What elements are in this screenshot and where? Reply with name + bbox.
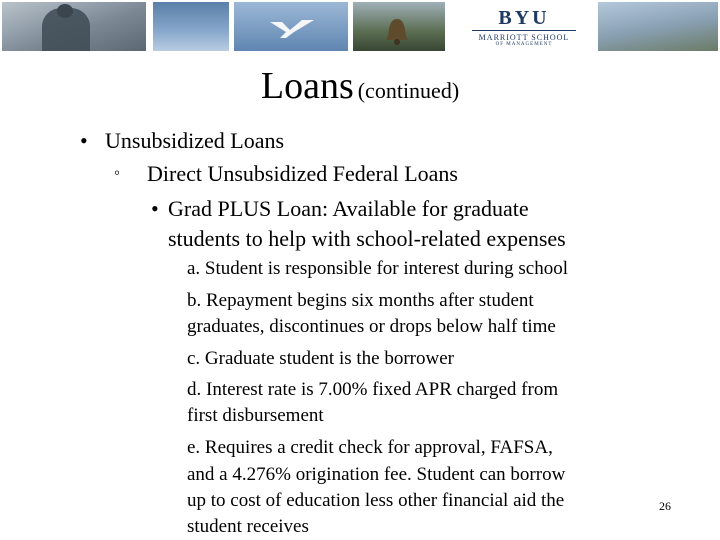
item-e-line1: e. Requires a credit check for approval, FAFSA, (187, 437, 553, 458)
slide-title (0, 64, 720, 108)
bullet-grad-plus-line1: Grad PLUS Loan: Available for graduate (168, 196, 529, 221)
item-d-line1: d. Interest rate is 7.00% fixed APR charged from (187, 379, 559, 400)
item-e-line3: up to cost of education less other financial aid the (187, 490, 565, 511)
item-a: a. Student is responsible for interest during school (187, 258, 568, 279)
item-b-line1: b. Repayment begins six months after student (187, 290, 534, 311)
header-banner (0, 0, 720, 54)
item-e-line4: student receives (187, 516, 309, 537)
statue-head (57, 4, 73, 18)
bullet-level1: • (80, 128, 88, 153)
item-b-line2: graduates, discontinues or drops below half time (187, 316, 556, 337)
bullet-unsubsidized-loans: Unsubsidized Loans (105, 128, 285, 153)
item-d-line2: first disbursement (187, 405, 324, 426)
statue-photo (2, 2, 146, 51)
title-sub: (continued) (357, 78, 460, 103)
item-c: c. Graduate student is the borrower (187, 348, 454, 369)
bullet-direct-unsubsidized: Direct Unsubsidized Federal Loans (147, 161, 458, 186)
building-photo (598, 2, 718, 51)
title-main: Loans (260, 65, 354, 107)
bullet-grad-plus-line2: students to help with school-related expenses (168, 226, 566, 251)
logo-rule (472, 30, 576, 31)
bullet-level2: ◦ (114, 163, 121, 182)
logo-sub-text: OF MANAGEMENT (495, 42, 553, 47)
page-number: 26 (659, 499, 671, 513)
item-e-line2: and a 4.276% origination fee. Student can borrow (187, 464, 566, 485)
byu-marriott-logo (458, 4, 590, 48)
logo-byu-text: BYU (498, 7, 550, 29)
bullet-level3: • (151, 196, 159, 221)
mountain-y-icon (268, 18, 316, 40)
sky-photo (153, 2, 229, 51)
bell-icon (382, 16, 412, 46)
logo-school-text: MARRIOTT SCHOOL (478, 33, 570, 42)
